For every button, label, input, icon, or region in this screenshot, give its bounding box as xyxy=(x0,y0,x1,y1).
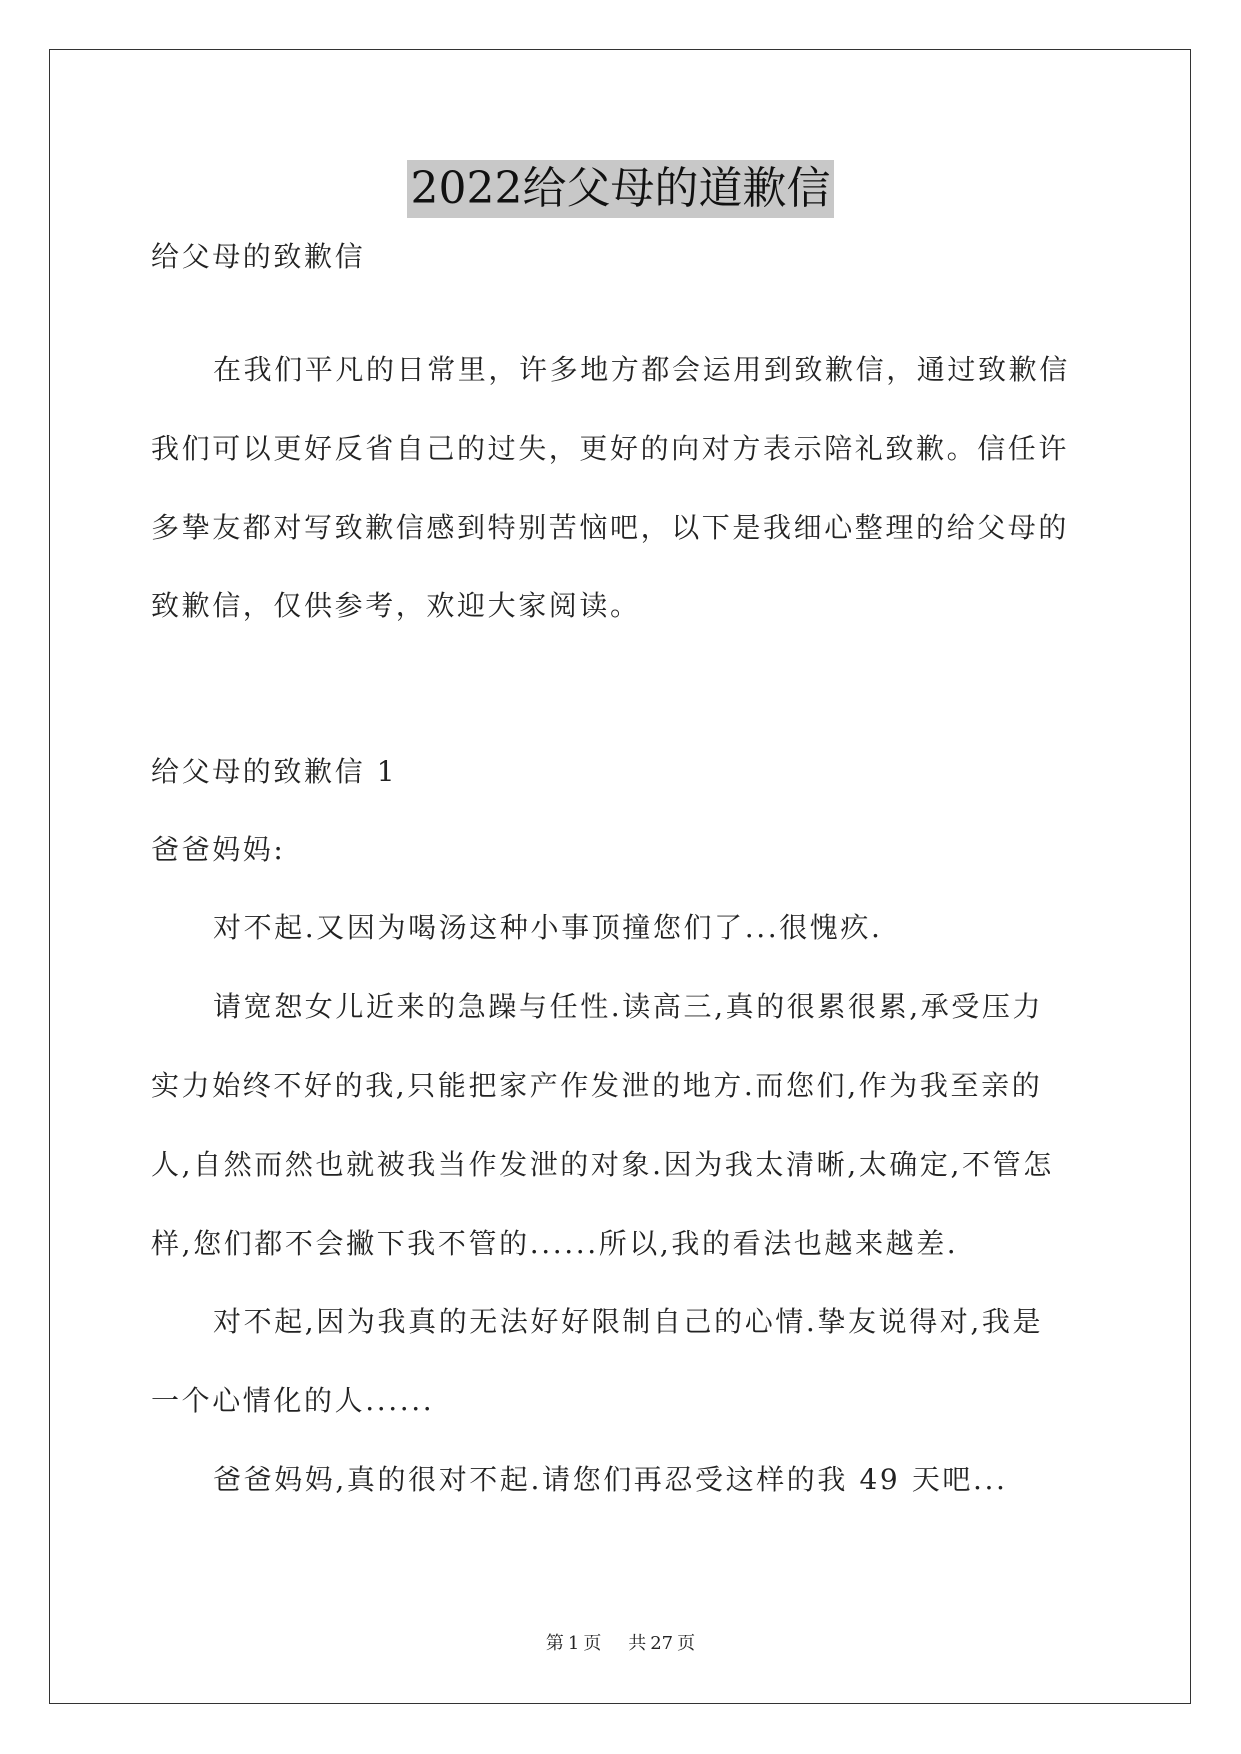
section-heading: 给父母的致歉信 1 xyxy=(151,755,398,788)
total-number: 27 xyxy=(650,1633,674,1654)
body-line: 一个心情化的人...... xyxy=(151,1384,435,1417)
title-container xyxy=(0,160,1241,218)
body-line: 实力始终不好的我,只能把家产作发泄的地方.而您们,作为我至亲的 xyxy=(151,1069,1043,1102)
body-line: 对不起,因为我真的无法好好限制自己的心情.挚友说得对,我是 xyxy=(213,1305,1044,1338)
body-line: 请宽恕女儿近来的急躁与任性.读高三,真的很累很累,承受压力 xyxy=(213,990,1044,1023)
page-unit: 页 xyxy=(583,1633,602,1654)
body-line: 对不起.又因为喝汤这种小事顶撞您们了...很愧疚. xyxy=(213,911,883,944)
page-border xyxy=(49,49,1191,1704)
subtitle: 给父母的致歉信 xyxy=(151,240,366,273)
intro-line: 在我们平凡的日常里，许多地方都会运用到致歉信，通过致歉信 xyxy=(213,353,1070,386)
total-unit: 页 xyxy=(677,1633,696,1654)
page-label: 第 xyxy=(545,1633,564,1654)
body-line: 人,自然而然也就被我当作发泄的对象.因为我太清晰,太确定,不管怎 xyxy=(151,1148,1054,1181)
page-footer xyxy=(0,1629,1241,1655)
intro-line: 致歉信，仅供参考，欢迎大家阅读。 xyxy=(151,589,641,622)
body-line: 爸爸妈妈,真的很对不起.请您们再忍受这样的我 49 天吧... xyxy=(213,1463,1008,1496)
intro-line: 多挚友都对写致歉信感到特别苦恼吧，以下是我细心整理的给父母的 xyxy=(151,511,1070,544)
intro-line: 我们可以更好反省自己的过失，更好的向对方表示陪礼致歉。信任许 xyxy=(151,432,1070,465)
page-number: 1 xyxy=(567,1633,580,1654)
total-label: 共 xyxy=(628,1633,647,1654)
salutation: 爸爸妈妈: xyxy=(151,833,286,866)
document-title: 2022给父母的道歉信 xyxy=(407,160,835,218)
body-line: 样,您们都不会撇下我不管的......所以,我的看法也越来越差. xyxy=(151,1227,959,1260)
